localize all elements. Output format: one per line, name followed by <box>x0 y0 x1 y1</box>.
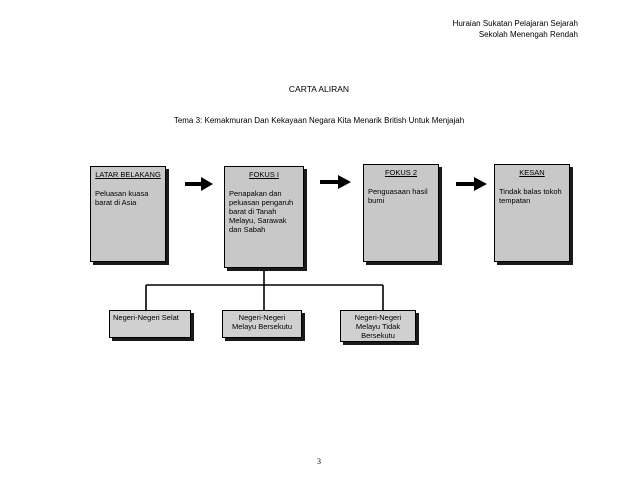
box-body: Penguasaan hasil bumi <box>368 187 428 205</box>
box-heading: LATAR BELAKANG <box>95 170 161 179</box>
box-fokus-2 <box>363 164 439 262</box>
sub-box-label: Negeri-Negeri Melayu Tidak Bersekutu <box>354 313 402 340</box>
box-latar-belakang <box>90 166 166 262</box>
box-heading: FOKUS I <box>248 170 279 179</box>
box-kesan <box>494 164 570 262</box>
box-body: Penapakan dan peluasan pengaruh barat di Tanah Melayu, Sarawak dan Sabah <box>229 189 294 234</box>
sub-box-label: Negeri-Negeri Melayu Bersekutu <box>231 313 293 331</box>
box-heading: KESAN <box>519 168 545 177</box>
header-line-1: Huraian Sukatan Pelajaran Sejarah <box>452 19 578 28</box>
branch-lines <box>146 268 383 310</box>
arrow-3 <box>456 177 487 191</box>
theme-line: Tema 3: Kemakmuran Dan Kekayaan Negara Kita Menarik British Untuk Menjajah <box>173 116 465 125</box>
sub-box-nmtb <box>340 310 416 342</box>
sub-box-label: Negeri-Negeri Selat <box>113 313 179 322</box>
chart-title: CARTA ALIRAN <box>288 84 350 94</box>
sub-box-nmb <box>222 310 302 338</box>
box-body: Tindak balas tokoh tempatan <box>499 187 562 205</box>
box-body: Peluasan kuasa barat di Asia <box>95 189 149 207</box>
box-fokus-1 <box>224 166 304 268</box>
arrow-1 <box>185 177 213 191</box>
arrow-2 <box>320 175 351 189</box>
page-number: 3 <box>317 457 321 466</box>
box-heading: FOKUS 2 <box>384 168 418 177</box>
sub-box-negeri-selat <box>109 310 191 338</box>
header-line-2: Sekolah Menengah Rendah <box>478 30 578 39</box>
